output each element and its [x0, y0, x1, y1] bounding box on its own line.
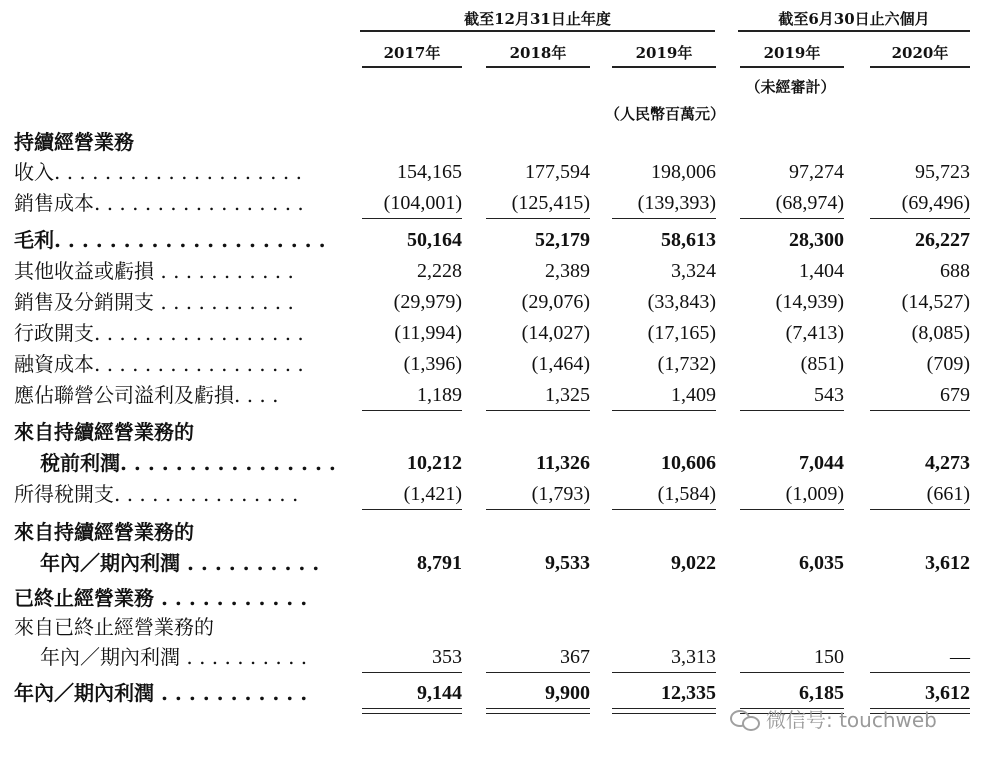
- table-cell: (69,496): [901, 192, 970, 214]
- table-cell: 1,404: [799, 260, 844, 282]
- watermark-text: 微信号: touchweb: [766, 708, 937, 732]
- row-label: 銷售成本. . . . . . . . . . . . . . . . .: [14, 191, 304, 215]
- table-cell: 198,006: [651, 161, 716, 183]
- row-label: 毛利. . . . . . . . . . . . . . . . . . . .: [14, 228, 326, 252]
- subtotal-rule: [486, 509, 590, 510]
- table-cell: (1,793): [531, 483, 590, 505]
- subtotal-rule: [362, 672, 462, 673]
- row-label: 融資成本. . . . . . . . . . . . . . . . .: [14, 352, 304, 376]
- table-cell: 367: [560, 646, 590, 668]
- table-cell: (1,009): [785, 483, 844, 505]
- period-header-interim: 截至6月30日止六個月: [778, 10, 930, 28]
- table-cell: (11,994): [394, 322, 462, 344]
- table-cell: (68,974): [775, 192, 844, 214]
- table-cell: (139,393): [637, 192, 716, 214]
- row-label: 來自持續經營業務的: [14, 520, 194, 544]
- table-cell: 9,144: [417, 682, 462, 704]
- subtotal-rule: [486, 410, 590, 411]
- table-cell: 543: [814, 384, 844, 406]
- table-cell: (14,939): [775, 291, 844, 313]
- table-cell: 1,325: [545, 384, 590, 406]
- table-cell: (8,085): [911, 322, 970, 344]
- subtotal-rule: [870, 218, 970, 219]
- table-cell: 2,228: [417, 260, 462, 282]
- table-cell: 12,335: [661, 682, 716, 704]
- table-cell: 9,022: [671, 552, 716, 574]
- table-cell: 177,594: [525, 161, 590, 183]
- table-cell: (1,464): [531, 353, 590, 375]
- table-cell: 1,189: [417, 384, 462, 406]
- subtotal-rule: [362, 218, 462, 219]
- row-label: 行政開支. . . . . . . . . . . . . . . . .: [14, 321, 304, 345]
- row-label: 來自已終止經營業務的: [14, 615, 214, 639]
- subtotal-rule: [870, 672, 970, 673]
- table-cell: 3,324: [671, 260, 716, 282]
- table-cell: (14,027): [521, 322, 590, 344]
- table-cell: (851): [800, 353, 844, 375]
- table-cell: (33,843): [647, 291, 716, 313]
- year-underline: [740, 66, 844, 68]
- year-header: 2019年: [763, 44, 821, 62]
- subtotal-rule: [740, 509, 844, 510]
- table-cell: 7,044: [799, 452, 844, 474]
- table-cell: 95,723: [915, 161, 970, 183]
- row-label: 年內／期內利潤 . . . . . . . . . . .: [14, 681, 308, 705]
- table-cell: 26,227: [915, 229, 970, 251]
- table-cell: (1,732): [657, 353, 716, 375]
- table-cell: (14,527): [901, 291, 970, 313]
- table-cell: (1,396): [403, 353, 462, 375]
- table-cell: 10,212: [407, 452, 462, 474]
- subtotal-rule: [740, 672, 844, 673]
- subtotal-rule: [612, 672, 716, 673]
- wechat-icon: [730, 708, 760, 730]
- table-cell: 97,274: [789, 161, 844, 183]
- year-underline: [362, 66, 462, 68]
- subtotal-rule: [870, 509, 970, 510]
- subtotal-rule: [740, 410, 844, 411]
- row-label: 應佔聯營公司溢利及虧損. . . .: [14, 383, 279, 407]
- year-underline: [612, 66, 716, 68]
- watermark: [730, 704, 937, 733]
- total-double-rule: [486, 708, 590, 714]
- year-header: 2020年: [891, 44, 949, 62]
- year-header: 2017年: [383, 44, 441, 62]
- table-cell: 10,606: [661, 452, 716, 474]
- subtotal-rule: [740, 218, 844, 219]
- row-label: 收入. . . . . . . . . . . . . . . . . . . .: [14, 160, 302, 184]
- row-label: 年內／期內利潤 . . . . . . . . . .: [40, 645, 308, 669]
- table-cell: (29,979): [393, 291, 462, 313]
- unit-note: （人民幣百萬元）: [604, 105, 725, 123]
- table-cell: (709): [926, 353, 970, 375]
- subtotal-rule: [870, 410, 970, 411]
- row-label: 來自持續經營業務的: [14, 420, 194, 444]
- row-label: 銷售及分銷開支 . . . . . . . . . . .: [14, 290, 294, 314]
- total-double-rule: [612, 708, 716, 714]
- table-cell: 150: [814, 646, 844, 668]
- subtotal-rule: [486, 218, 590, 219]
- row-label: 稅前利潤. . . . . . . . . . . . . . . .: [40, 451, 336, 475]
- subtotal-rule: [362, 410, 462, 411]
- subtotal-rule: [612, 509, 716, 510]
- subtotal-rule: [362, 509, 462, 510]
- row-label: 其他收益或虧損 . . . . . . . . . . .: [14, 259, 294, 283]
- table-cell: 58,613: [661, 229, 716, 251]
- unaudited-note: （未經審計）: [745, 78, 836, 96]
- header-underline-interim: [738, 30, 970, 32]
- row-label: 所得稅開支. . . . . . . . . . . . . . .: [14, 482, 299, 506]
- table-cell: 11,326: [536, 452, 590, 474]
- table-cell: 8,791: [417, 552, 462, 574]
- table-cell: (1,584): [657, 483, 716, 505]
- header-underline-annual: [360, 30, 715, 32]
- table-cell: 6,035: [799, 552, 844, 574]
- table-cell: (1,421): [403, 483, 462, 505]
- table-cell: (7,413): [785, 322, 844, 344]
- table-cell: (29,076): [521, 291, 590, 313]
- table-cell: 688: [940, 260, 970, 282]
- total-double-rule: [362, 708, 462, 714]
- year-header: 2018年: [509, 44, 567, 62]
- table-cell: 52,179: [535, 229, 590, 251]
- table-cell: 2,389: [545, 260, 590, 282]
- table-cell: 9,900: [545, 682, 590, 704]
- table-cell: (17,165): [647, 322, 716, 344]
- row-label: 持續經營業務: [14, 130, 134, 154]
- table-cell: 3,313: [671, 646, 716, 668]
- year-underline: [870, 66, 970, 68]
- table-cell: 3,612: [925, 552, 970, 574]
- table-cell: 9,533: [545, 552, 590, 574]
- subtotal-rule: [612, 218, 716, 219]
- table-cell: 353: [432, 646, 462, 668]
- table-cell: 4,273: [925, 452, 970, 474]
- table-cell: 679: [940, 384, 970, 406]
- table-cell: 1,409: [671, 384, 716, 406]
- table-cell: 3,612: [925, 682, 970, 704]
- row-label: 已終止經營業務 . . . . . . . . . . .: [14, 586, 308, 610]
- table-cell: 28,300: [789, 229, 844, 251]
- year-underline: [486, 66, 590, 68]
- subtotal-rule: [612, 410, 716, 411]
- table-cell: (104,001): [383, 192, 462, 214]
- table-cell: —: [950, 646, 970, 668]
- subtotal-rule: [486, 672, 590, 673]
- table-cell: (661): [926, 483, 970, 505]
- table-cell: 50,164: [407, 229, 462, 251]
- year-header: 2019年: [635, 44, 693, 62]
- table-cell: (125,415): [511, 192, 590, 214]
- row-label: 年內／期內利潤 . . . . . . . . . .: [40, 551, 320, 575]
- table-cell: 6,185: [799, 682, 844, 704]
- period-header-annual: 截至12月31日止年度: [464, 10, 611, 28]
- table-cell: 154,165: [397, 161, 462, 183]
